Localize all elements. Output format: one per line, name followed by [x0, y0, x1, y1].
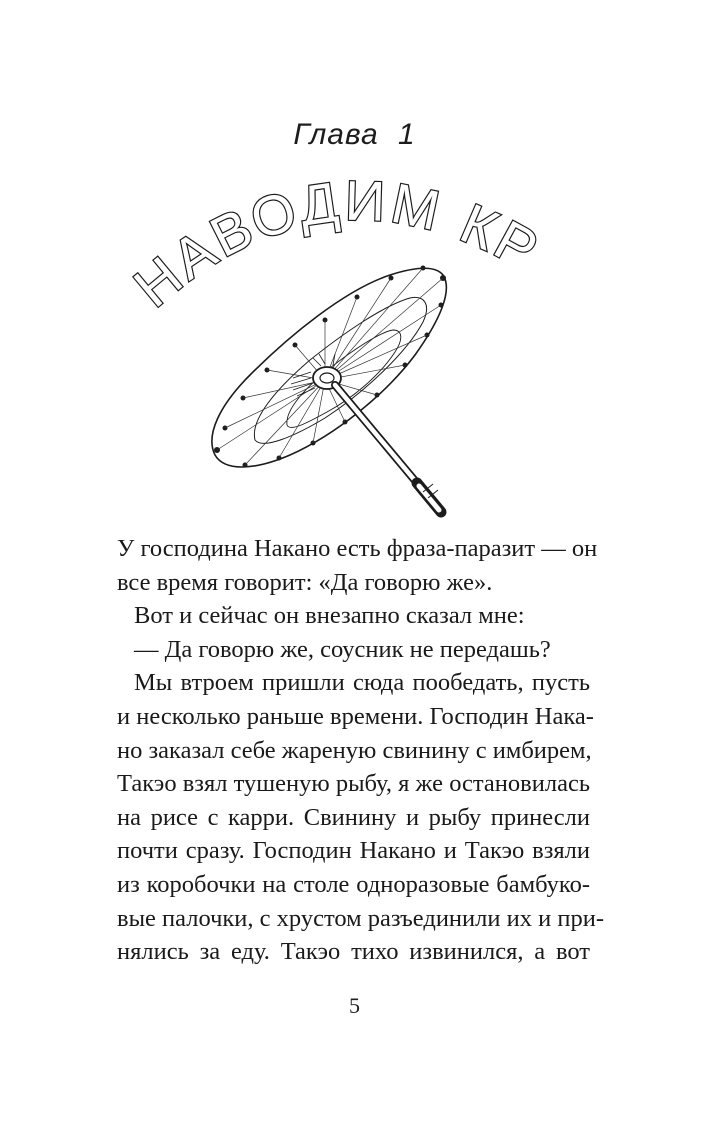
text-line: — Да говорю же, соусник не передашь? — [134, 635, 551, 663]
text-line: почти сразу. Господин Накано и Такэо взяли — [117, 837, 590, 865]
page-number: 5 — [349, 993, 360, 1018]
text-line: на рисе с карри. Свинину и рыбу принесли — [117, 803, 590, 831]
paper-umbrella-icon — [195, 250, 465, 530]
text-line: У господина Накано есть фраза-паразит — он — [117, 535, 598, 562]
text-line: Такэо взял тушеную рыбу, я же остановилась — [117, 770, 590, 798]
text-line: из коробочки на столе одноразовые бамбуко- — [117, 870, 590, 898]
chapter-body — [117, 532, 604, 969]
chapter-label: Глава 1 — [293, 118, 416, 151]
text-line: Вот и сейчас он внезапно сказал мне: — [134, 602, 525, 630]
chapter-title-path: НАВОДИМ КРАСОТУ — [106, 119, 548, 319]
text-line: но заказал себе жареную свинину с имбирем, — [117, 736, 592, 764]
text-line: Мы втроем пришли сюда пообедать, пусть — [134, 669, 590, 697]
text-line: нялись за еду. Такэо тихо извинился, а вот — [117, 938, 590, 966]
text-line: и несколько раньше времени. Господин Нака- — [117, 702, 594, 730]
text-line: все время говорит: «Да говорю же». — [117, 568, 493, 596]
text-line: вые палочки, с хрустом разъединили их и при- — [117, 904, 604, 932]
